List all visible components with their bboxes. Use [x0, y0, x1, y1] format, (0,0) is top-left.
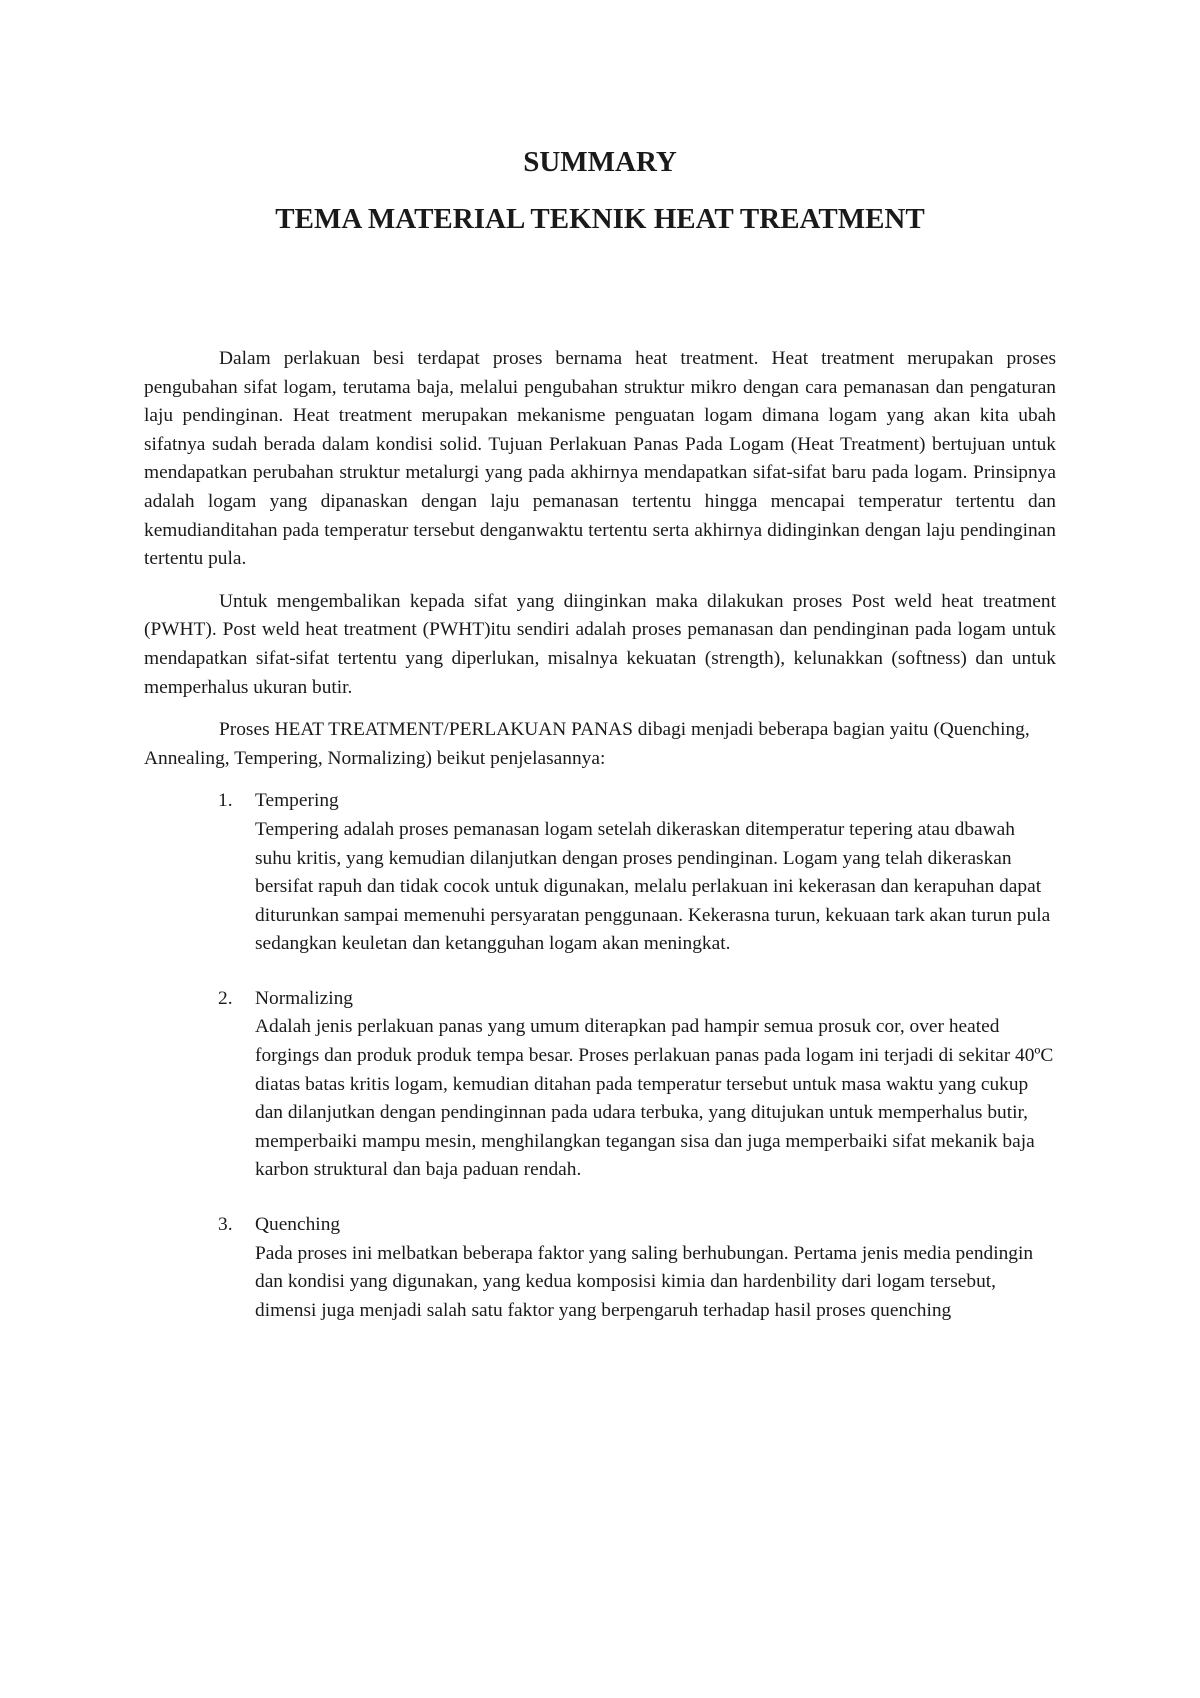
process-list: [144, 787, 1056, 1325]
list-number: 2.: [218, 987, 233, 1009]
paragraph-pwht: Untuk mengembalikan kepada sifat yang diinginkan maka dilakukan proses Post weld heat treatment (PWHT). Post weld heat treatment (PWHT)itu sendiri adalah proses pemanasan dan pendinginan pada logam untuk mendapatkan sifat-sifat tertentu yang diperlukan, misalnya kekuatan (strength), kelunakkan (softness) dan untuk memperhalus ukuran butir.: [144, 590, 1056, 698]
document-subtitle: TEMA MATERIAL TEKNIK HEAT TREATMENT: [275, 203, 925, 235]
paragraph-intro: Dalam perlakuan besi terdapat proses bernama heat treatment. Heat treatment merupakan proses pengubahan sifat logam, terutama baja, melalui pengubahan struktur mikro dengan cara pemanasan dan pengaturan laju pendinginan. Heat treatment merupakan mekanisme penguatan logam dimana logam yang akan kita ubah sifatnya sudah berada dalam kondisi solid. Tujuan Perlakuan Panas Pada Logam (Heat Treatment) bertujuan untuk mendapatkan perubahan struktur metalurgi yang pada akhirnya mendapatkan sifat-sifat baru pada logam. Prinsipnya adalah logam yang dipanaskan dengan laju pemanasan tertentu hingga mencapai temperatur tertentu dan kemudianditahan pada temperatur tersebut denganwaktu tertentu serta akhirnya didinginkan dengan laju pendinginan tertentu pula.: [144, 348, 1056, 570]
list-number: 3.: [218, 1214, 233, 1236]
list-heading: Normalizing: [255, 987, 354, 1009]
list-text: Pada proses ini melbatkan beberapa faktor yang saling berhubungan. Pertama jenis media pendingin dan kondisi yang digunakan, yang kedua komposisi kimia dan hardenbility dari logam tersebut, dimensi juga menjadi salah satu faktor yang berpengaruh terhadap hasil proses quenching: [255, 1242, 1034, 1321]
document-title: SUMMARY: [523, 146, 677, 178]
list-text: Tempering adalah proses pemanasan logam setelah dikeraskan ditemperatur tepering atau dbawah suhu kritis, yang kemudian dilanjutkan dengan proses pendinginan. Logam yang telah dikeraskan bersifat rapuh dan tidak cocok untuk digunakan, melalu perlakuan ini kekerasan dan kerapuhan dapat diturunkan sampai memenuhi persyaratan penggunaan. Kekerasna turun, kekuaan tark akan turun pula sedangkan keuletan dan ketangguhan logam akan meningkat.: [255, 818, 1051, 955]
list-heading: Quenching: [255, 1214, 341, 1236]
document-body: [144, 345, 1056, 1351]
list-number: 1.: [218, 790, 233, 812]
paragraph-process-types: Proses HEAT TREATMENT/PERLAKUAN PANAS dibagi menjadi beberapa bagian yaitu (Quenching, Annealing, Tempering, Normalizing) beikut penjelasannya:: [144, 719, 1030, 769]
list-heading: Tempering: [255, 790, 339, 812]
list-item-tempering: [144, 787, 1056, 959]
list-item-normalizing: [144, 985, 1056, 1185]
list-item-quenching: [144, 1211, 1056, 1325]
list-text: Adalah jenis perlakuan panas yang umum diterapkan pad hampir semua prosuk cor, over heated forgings dan produk produk tempa besar. Proses perlakuan panas pada logam ini terjadi di sekitar 40ºC diatas batas kritis logam, kemudian ditahan pada temperatur tersebut untuk masa waktu yang cukup dan dilanjutkan dengan pendinginnan pada udara terbuka, yang ditujukan untuk memperhalus butir, memperbaiki mampu mesin, menghilangkan tegangan sisa dan juga memperbaiki sifat mekanik baja karbon struktural dan baja paduan rendah.: [255, 1016, 1054, 1181]
